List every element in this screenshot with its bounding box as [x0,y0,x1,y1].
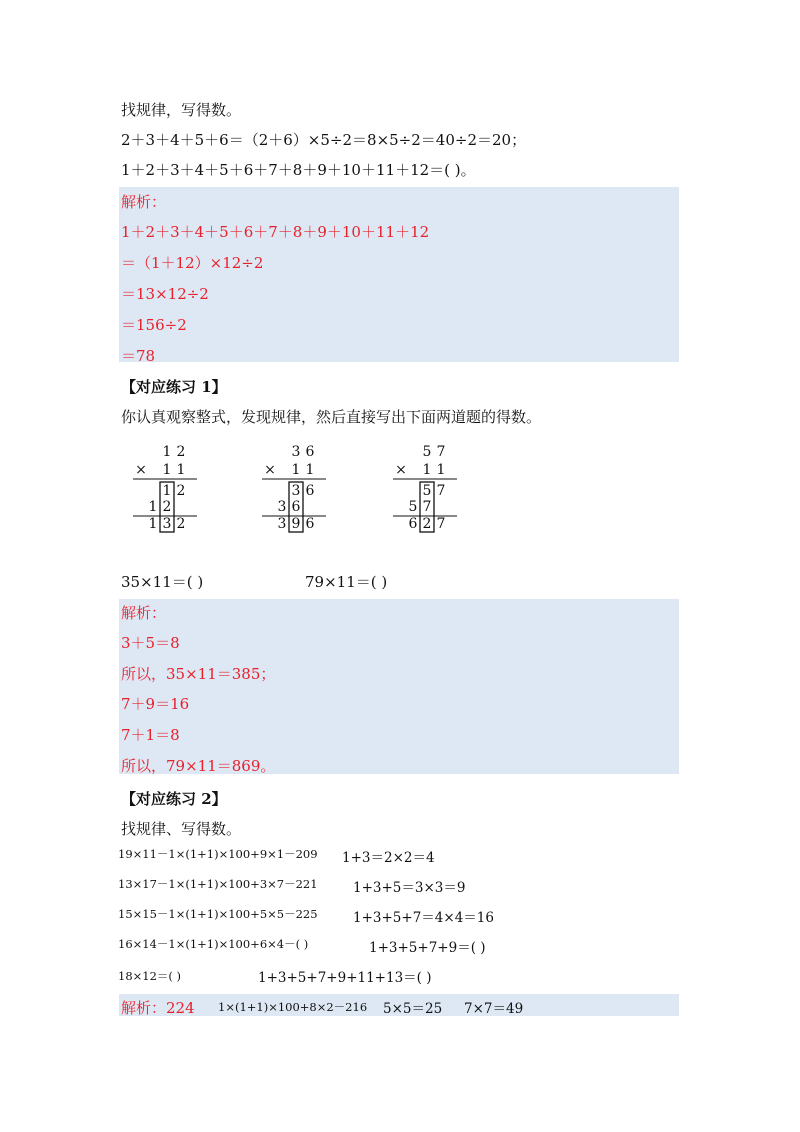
multiplicand-digit: 1 [162,444,172,460]
analysis-line: 7＋1＝8 [121,726,180,744]
partial-product-digit: 7 [422,499,432,515]
pattern-right-line: 1+3+5+7＝4×4＝16 [353,910,494,926]
multiplier-digit: 1 [291,462,301,478]
analysis-label: 解析： [121,604,167,622]
times-sign: × [395,462,407,478]
result-digit: 1 [148,516,158,532]
analysis-line: 1＋2＋3＋4＋5＋6＋7＋8＋9＋10＋11＋12 [121,223,430,241]
pattern-left-line: 13×17－1×(1+1)×100+3×7－221 [118,877,318,891]
partial-product-digit: 6 [305,483,315,499]
analysis-line: ＝13×12÷2 [121,285,209,303]
vertical-multiplication-figures [0,440,800,540]
analysis-line: ＝（1＋12）×12÷2 [121,254,264,272]
result-digit: 6 [408,516,418,532]
analysis-result-a: 5×5＝25 [383,1001,443,1017]
pattern-left-line: 19×11－1×(1+1)×100+9×1－209 [118,847,318,861]
times-sign: × [264,462,276,478]
partial-product-digit: 6 [291,499,301,515]
result-digit: 3 [162,516,172,532]
pattern-left-line: 15×15－1×(1+1)×100+5×5－225 [118,907,318,921]
multiplier-digit: 1 [162,462,172,478]
section1-analysis-box [119,187,679,362]
analysis-label: 解析： [121,193,167,211]
multiplier-digit: 1 [422,462,432,478]
multiplicand-digit: 7 [436,444,446,460]
result-digit: 9 [291,516,301,532]
multiplicand-digit: 2 [176,444,186,460]
result-digit: 7 [436,516,446,532]
analysis-line: ＝156÷2 [121,316,187,334]
multiplier-digit: 1 [436,462,446,478]
partial-product-digit: 5 [408,499,418,515]
practice1-question-1: 35×11＝( ) [121,573,204,591]
result-digit: 6 [305,516,315,532]
pattern-right-line: 1+3+5+7+9+11+13＝( ) [258,970,432,986]
result-digit: 2 [422,516,432,532]
practice2-intro: 找规律、写得数。 [121,820,242,838]
practice1-intro: 你认真观察整式，发现规律，然后直接写出下面两道题的得数。 [121,408,542,426]
multiplicand-digit: 6 [305,444,315,460]
partial-product-digit: 2 [162,499,172,515]
practice1-heading: 【对应练习 1】 [121,378,227,396]
multiplicand-digit: 3 [291,444,301,460]
analysis-formula: 1×(1+1)×100+8×2－216 [218,1000,368,1014]
analysis-line: 所以，35×11＝385； [121,665,276,683]
partial-product-digit: 3 [277,499,287,515]
analysis-answer: 解析：224 [121,999,195,1017]
result-digit: 3 [277,516,287,532]
section1-example: 2＋3＋4＋5＋6＝（2＋6）×5÷2＝8×5÷2＝40÷2＝20； [121,131,527,149]
result-digit: 2 [176,516,186,532]
pattern-right-line: 1+3+5+7+9＝( ) [369,940,486,956]
partial-product-digit: 1 [162,483,172,499]
pattern-left-line: 18×12＝( ) [118,969,182,983]
times-sign: × [135,462,147,478]
section1-title: 找规律，写得数。 [121,101,242,119]
pattern-right-line: 1+3＝2×2＝4 [342,850,435,866]
analysis-line: 7＋9＝16 [121,695,190,713]
partial-product-digit: 3 [291,483,301,499]
partial-product-digit: 2 [176,483,186,499]
analysis-line: ＝78 [121,347,156,365]
partial-product-digit: 5 [422,483,432,499]
analysis-result-b: 7×7＝49 [464,1001,524,1017]
practice1-question-2: 79×11＝( ) [305,573,388,591]
multiplier-digit: 1 [176,462,186,478]
analysis-line: 3＋5＝8 [121,634,180,652]
analysis-line: 所以，79×11＝869。 [121,757,276,775]
pattern-left-line: 16×14－1×(1+1)×100+6×4－( ) [118,937,309,951]
multiplier-digit: 1 [305,462,315,478]
multiplicand-digit: 5 [422,444,432,460]
partial-product-digit: 1 [148,499,158,515]
section1-question: 1＋2＋3＋4＋5＋6＋7＋8＋9＋10＋11＋12＝( )。 [121,161,476,179]
practice1-analysis-box [119,599,679,774]
partial-product-digit: 7 [436,483,446,499]
pattern-right-line: 1+3+5＝3×3＝9 [353,880,466,896]
practice2-heading: 【对应练习 2】 [121,790,227,808]
